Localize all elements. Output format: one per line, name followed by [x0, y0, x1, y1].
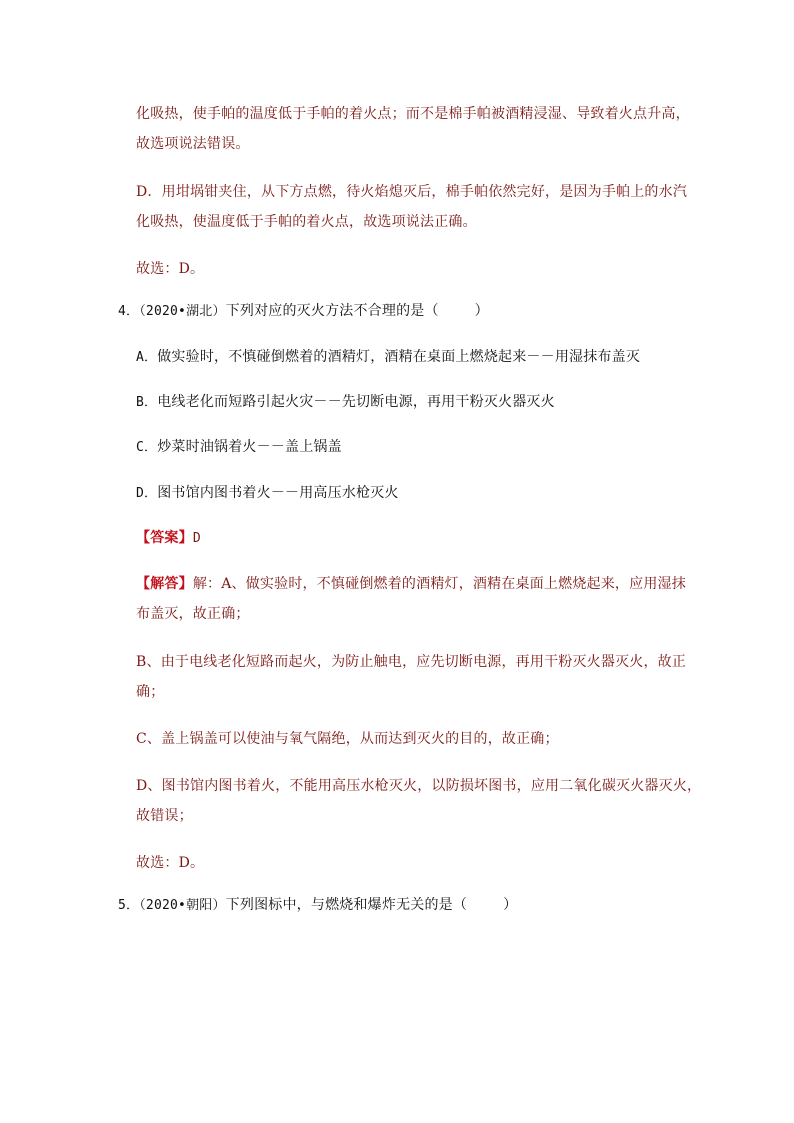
- q4-analysis-a-line2: 布盖灭，故正确；: [136, 606, 250, 622]
- q4-analysis-a-line1: [136, 574, 686, 594]
- q4-option-d-label: D．: [136, 486, 158, 501]
- q4-source: （2020•湖北）: [139, 304, 226, 319]
- q4-option-a: [136, 347, 640, 368]
- prev-solution-d-line1: D．用坩埚钳夹住，从下方点燃，待火焰熄灭后，棉手帕依然完好，是因为手帕上的水汽: [136, 184, 688, 200]
- q4-analysis-d-line2: 故错误；: [136, 808, 193, 824]
- q4-analysis-a-text1: 解：A、做实验时，不慎碰倒燃着的酒精灯，酒精在桌面上燃烧起来，应用湿抹: [192, 576, 686, 592]
- q5-stem: 下列图标中，与燃烧和爆炸无关的是（: [225, 897, 468, 913]
- prev-solution-c-line1: 化吸热，使手帕的温度低于手帕的着火点；而不是棉手帕被酒精浸湿、导致着火点升高，: [136, 106, 690, 122]
- q4-option-d: [136, 483, 399, 504]
- q5-source: （2020•朝阳）: [139, 898, 226, 913]
- q4-stem: 下列对应的灭火方法不合理的是（: [225, 303, 439, 319]
- q4-analysis-b-line2: 确；: [136, 684, 165, 700]
- q4-analysis-tag: 【解答】: [136, 576, 193, 592]
- prev-solution-c-line2: 故选项说法错误。: [136, 136, 250, 152]
- q4-analysis-c: C、盖上锅盖可以使油与氧气隔绝，从而达到灭火的目的，故正确；: [136, 731, 559, 747]
- q4-option-d-text: 图书馆内图书着火－－用高压水枪灭火: [157, 485, 399, 501]
- q4-answer-value: D: [192, 531, 201, 546]
- q4-answer-line: [136, 528, 201, 549]
- q5-stem-line: [118, 895, 517, 916]
- q4-option-c: [136, 437, 342, 458]
- q4-option-c-text: 炒菜时油锅着火－－盖上锅盖: [157, 439, 342, 455]
- prev-solution-choice: 故选：D。: [136, 261, 205, 277]
- prev-solution-d-line2: 化吸热，使温度低于手帕的着火点，故选项说法正确。: [136, 214, 477, 230]
- q4-option-b: [136, 392, 555, 413]
- q4-option-a-label: A．: [136, 350, 158, 365]
- q4-number: 4．: [118, 304, 140, 319]
- q4-option-b-label: B．: [136, 395, 158, 410]
- q4-stem-line: [118, 301, 489, 322]
- q4-option-b-text: 电线老化而短路引起火灾－－先切断电源，再用干粉灭火器灭火: [157, 394, 555, 410]
- q4-analysis-b-line1: B、由于电线老化短路而起火，为防止触电，应先切断电源，再用干粉灭火器灭火，故正: [136, 654, 687, 670]
- q4-option-c-label: C．: [136, 440, 158, 455]
- q4-choice: 故选：D。: [136, 855, 205, 871]
- q4-answer-tag: 【答案】: [136, 530, 193, 546]
- q5-number: 5．: [118, 898, 140, 913]
- q4-option-a-text: 做实验时，不慎碰倒燃着的酒精灯，酒精在桌面上燃烧起来－－用湿抹布盖灭: [157, 349, 641, 365]
- q5-stem-close: ）: [503, 897, 518, 913]
- q4-stem-close: ）: [474, 303, 489, 319]
- q4-analysis-d-line1: D、图书馆内图书着火，不能用高压水枪灭火，以防损坏图书，应用二氧化碳灭火器灭火，: [136, 778, 702, 794]
